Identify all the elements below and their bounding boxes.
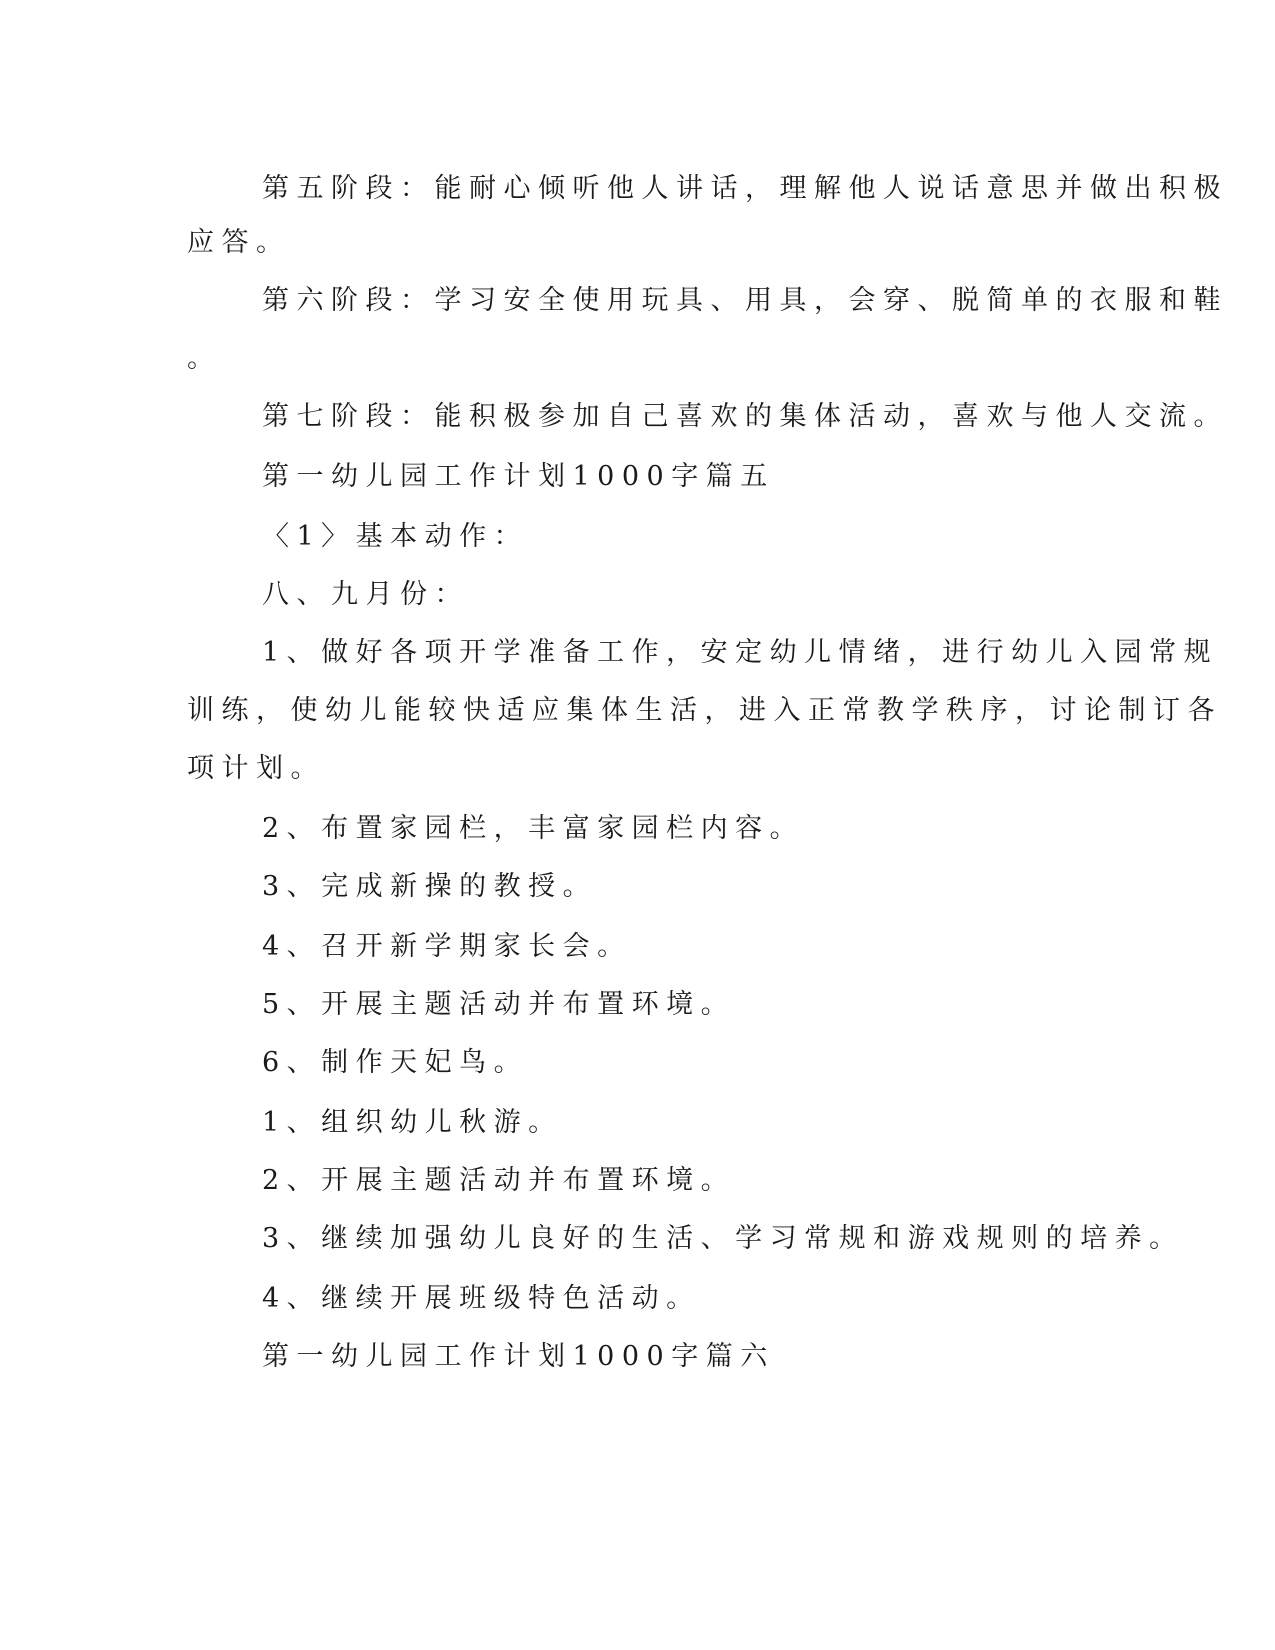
paragraph-stage-5-line-2: 应答。 xyxy=(187,227,291,258)
subheading-basic-actions: 〈1〉基本动作： xyxy=(262,521,529,552)
list-item-6: 6、制作天妃鸟。 xyxy=(262,1047,529,1078)
list-item-october-4: 4、继续开展班级特色活动。 xyxy=(262,1283,701,1314)
list-item-1-line-1: 1、做好各项开学准备工作，安定幼儿情绪，进行幼儿入园常规 xyxy=(262,637,1219,668)
list-item-october-2: 2、开展主题活动并布置环境。 xyxy=(262,1165,736,1196)
section-heading-part-6: 第一幼儿园工作计划1000字篇六 xyxy=(262,1341,775,1372)
paragraph-stage-6-line-1: 第六阶段：学习安全使用玩具、用具，会穿、脱简单的衣服和鞋 xyxy=(262,285,1228,316)
list-item-3: 3、完成新操的教授。 xyxy=(262,871,598,902)
subheading-aug-sep: 八、九月份： xyxy=(262,579,469,610)
list-item-2: 2、布置家园栏，丰富家园栏内容。 xyxy=(262,813,805,844)
paragraph-stage-7: 第七阶段：能积极参加自己喜欢的集体活动，喜欢与他人交流。 xyxy=(262,401,1228,432)
list-item-october-1: 1、组织幼儿秋游。 xyxy=(262,1107,563,1138)
section-heading-part-5: 第一幼儿园工作计划1000字篇五 xyxy=(262,461,775,492)
list-item-5: 5、开展主题活动并布置环境。 xyxy=(262,989,736,1020)
list-item-1-line-3: 项计划。 xyxy=(187,753,325,784)
list-item-1-line-2: 训练，使幼儿能较快适应集体生活，进入正常教学秩序，讨论制订各 xyxy=(187,695,1222,726)
paragraph-stage-6-line-2: 。 xyxy=(187,343,222,374)
list-item-4: 4、召开新学期家长会。 xyxy=(262,931,632,962)
list-item-october-3: 3、继续加强幼儿良好的生活、学习常规和游戏规则的培养。 xyxy=(262,1223,1184,1254)
paragraph-stage-5-line-1: 第五阶段：能耐心倾听他人讲话，理解他人说话意思并做出积极 xyxy=(262,173,1228,204)
